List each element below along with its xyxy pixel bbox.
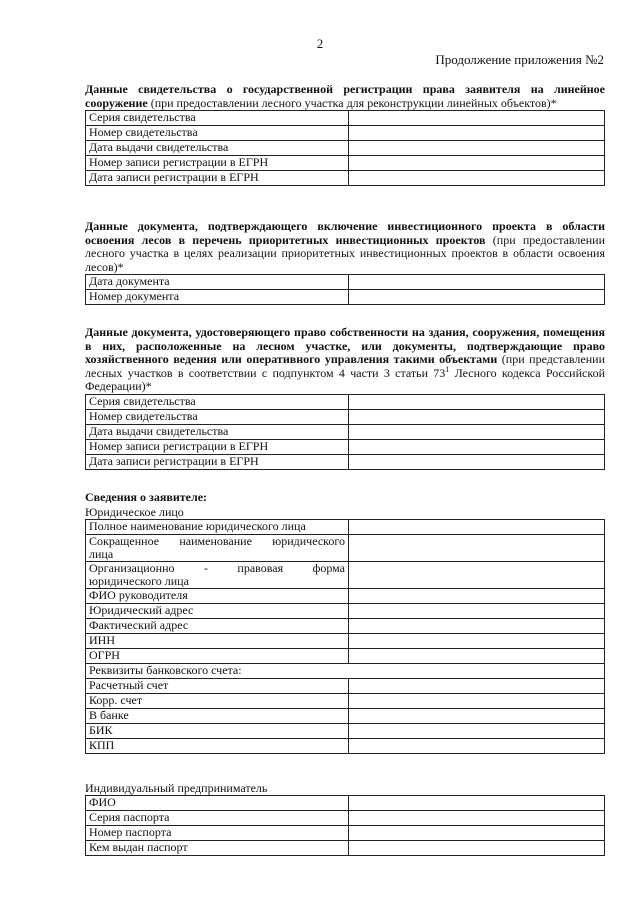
value-cell[interactable]: [349, 409, 605, 424]
table-row: [86, 394, 605, 409]
table-row: [86, 723, 605, 738]
value-cell[interactable]: [349, 290, 605, 305]
row-label: БИК: [86, 723, 349, 738]
section-heading-bold: Данные свидетельства о государственной регистрации права заявителя на линейное сооружение: [85, 82, 605, 110]
table-row: [86, 409, 605, 424]
value-cell[interactable]: [349, 841, 605, 856]
table-row: [86, 811, 605, 826]
table-row: [86, 826, 605, 841]
table-row: [86, 290, 605, 305]
table-row: [86, 618, 605, 633]
row-label: В банке: [86, 708, 349, 723]
short-name-line-1: Сокращенное наименование юридического: [89, 533, 345, 548]
table-row: [86, 156, 605, 171]
section-heading: [85, 326, 605, 394]
table-row: [86, 663, 605, 678]
section-heading-rest-b: Лесного кодекса Российской Федерации)*: [85, 365, 605, 393]
table-row: [86, 603, 605, 618]
section-heading-bold: Данные документа, удостоверяющего право собственности на здания, сооружения, помещения в них, расположенные на лесном участке, или документы, подтверждающие право хозяйственного ведения или оперативного управления такими объектами: [85, 325, 605, 366]
legal-entity-label: Юридическое лицо: [85, 504, 184, 519]
section-heading-rest-a: (при представлении лесных участков в соответствии с подпунктом 4 части 3 статьи 73: [85, 352, 605, 380]
value-cell[interactable]: [349, 811, 605, 826]
table-row: [86, 519, 605, 534]
row-label: КПП: [86, 738, 349, 753]
table-row: [86, 693, 605, 708]
section-ownership-document: [85, 326, 605, 470]
row-label: Дата выдачи свидетельства: [86, 424, 349, 439]
row-label: ФИО: [86, 796, 349, 811]
row-label: Номер паспорта: [86, 826, 349, 841]
value-cell[interactable]: [349, 394, 605, 409]
value-cell[interactable]: [349, 454, 605, 469]
table-row: [86, 561, 605, 588]
value-cell[interactable]: [349, 693, 605, 708]
value-cell[interactable]: [349, 275, 605, 290]
individual-label: Индивидуальный предприниматель: [85, 781, 268, 795]
table-row: [86, 454, 605, 469]
section-individual-entrepreneur: [85, 781, 605, 856]
table-row: [86, 796, 605, 811]
table-row: [86, 534, 605, 561]
row-label: Полное наименование юридического лица: [86, 519, 349, 534]
bank-details-spacer: [349, 663, 605, 678]
value-cell[interactable]: [349, 156, 605, 171]
row-label: Дата записи регистрации в ЕГРН: [86, 454, 349, 469]
org-form-line-1: [89, 562, 345, 575]
table-row: [86, 738, 605, 753]
section-heading-rest: (при предоставлении лесного участка для реконструкции линейных объектов)*: [147, 95, 557, 110]
applicant-title: [85, 491, 605, 505]
section-heading: [85, 220, 605, 274]
table-row: [86, 275, 605, 290]
section-investment-project: [85, 220, 605, 305]
value-cell[interactable]: [349, 633, 605, 648]
row-label: Номер записи регистрации в ЕГРН: [86, 439, 349, 454]
value-cell[interactable]: [349, 588, 605, 603]
legal-entity-table: [85, 519, 605, 754]
table-row: [86, 588, 605, 603]
value-cell[interactable]: [349, 648, 605, 663]
table-row: [86, 841, 605, 856]
value-cell[interactable]: [349, 141, 605, 156]
value-cell[interactable]: [349, 603, 605, 618]
section-heading-bold: Данные документа, подтверждающего включение инвестиционного проекта в области освоения лесов в перечень приоритетных инвестиционных проектов: [85, 219, 605, 247]
value-cell[interactable]: [349, 708, 605, 723]
row-label: Номер записи регистрации в ЕГРН: [86, 156, 349, 171]
superscript: 1: [445, 364, 450, 374]
section-certificate-linear: [85, 83, 605, 186]
org-form-line-2: юридического лица: [89, 573, 189, 588]
table-row: [86, 633, 605, 648]
value-cell[interactable]: [349, 738, 605, 753]
table-row: [86, 141, 605, 156]
bank-details-label: Реквизиты банковского счета:: [86, 663, 349, 678]
value-cell[interactable]: [349, 723, 605, 738]
appendix-note: Продолжение приложения №2: [435, 52, 604, 67]
row-label: Дата документа: [86, 275, 349, 290]
org-form-word: форма: [312, 560, 345, 575]
table-row: [86, 648, 605, 663]
value-cell[interactable]: [349, 826, 605, 841]
value-cell[interactable]: [349, 618, 605, 633]
table-row: [86, 171, 605, 186]
row-label: ОГРН: [86, 648, 349, 663]
row-label: Номер документа: [86, 290, 349, 305]
table-row: [86, 678, 605, 693]
table-row: [86, 111, 605, 126]
section-heading: [85, 83, 605, 110]
value-cell[interactable]: [349, 561, 605, 588]
table-row: [86, 126, 605, 141]
row-label: Серия свидетельства: [86, 394, 349, 409]
row-label: Кем выдан паспорт: [86, 841, 349, 856]
row-label: ФИО руководителя: [86, 588, 349, 603]
row-label: Юридический адрес: [86, 603, 349, 618]
value-cell[interactable]: [349, 534, 605, 561]
row-label: Номер свидетельства: [86, 409, 349, 424]
row-label: ИНН: [86, 633, 349, 648]
section-heading-rest: (при предоставлении лесного участка в целях реализации приоритетных инвестиционных проектов в области освоения лесов)*: [85, 232, 605, 274]
short-name-line-2: лица: [89, 546, 114, 561]
row-label: Номер свидетельства: [86, 126, 349, 141]
row-label: Серия свидетельства: [86, 111, 349, 126]
row-label: Фактический адрес: [86, 618, 349, 633]
section-applicant: [85, 491, 605, 754]
row-label: Дата выдачи свидетельства: [86, 141, 349, 156]
table-row: [86, 439, 605, 454]
table-row: [86, 708, 605, 723]
row-label: Расчетный счет: [86, 678, 349, 693]
table-row: [86, 424, 605, 439]
value-cell[interactable]: [349, 424, 605, 439]
row-label: Серия паспорта: [86, 811, 349, 826]
org-form-word: Организационно: [89, 560, 175, 575]
document-table: [85, 274, 605, 305]
applicant-title-text: Сведения о заявителе:: [85, 490, 208, 504]
row-label: Корр. счет: [86, 693, 349, 708]
value-cell[interactable]: [349, 126, 605, 141]
value-cell[interactable]: [349, 796, 605, 811]
individual-table: [85, 795, 605, 856]
row-label: [86, 561, 349, 588]
value-cell[interactable]: [349, 678, 605, 693]
certificate-table: [85, 110, 605, 186]
value-cell[interactable]: [349, 439, 605, 454]
value-cell[interactable]: [349, 171, 605, 186]
row-label: Дата записи регистрации в ЕГРН: [86, 171, 349, 186]
org-form-word: правовая: [237, 560, 284, 575]
value-cell[interactable]: [349, 519, 605, 534]
org-form-dash: -: [203, 560, 208, 575]
value-cell[interactable]: [349, 111, 605, 126]
row-label: [86, 534, 349, 561]
certificate-table: [85, 394, 605, 470]
page-number: 2: [316, 36, 324, 51]
